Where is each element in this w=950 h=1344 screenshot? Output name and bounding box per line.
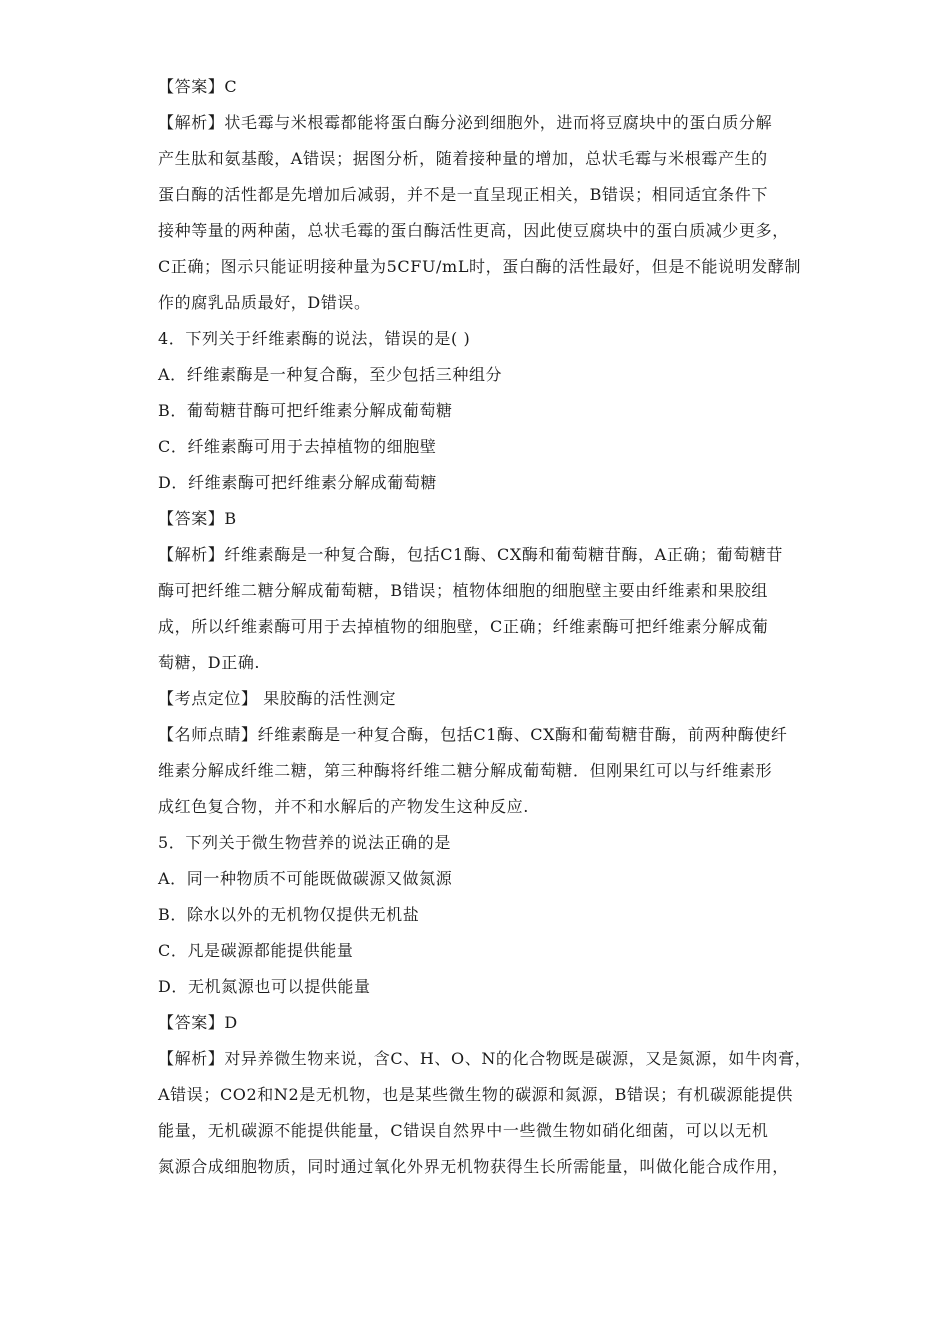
teacher-comment-line: 维素分解成纤维二糖，第三种酶将纤维二糖分解成葡萄糖．但刚果红可以与纤维素形 — [158, 761, 773, 780]
question-4-option-a: A．纤维素酶是一种复合酶，至少包括三种组分 — [158, 365, 503, 384]
analysis-line: 【解析】对异养微生物来说，含C、H、O、N的化合物既是碳源，又是氮源，如牛肉膏， — [158, 1049, 812, 1068]
analysis-line: 接种等量的两种菌，总状毛霉的蛋白酶活性更高，因此使豆腐块中的蛋白质减少更多， — [158, 221, 789, 240]
analysis-line: C正确；图示只能证明接种量为5CFU/mL时，蛋白酶的活性最好，但是不能说明发酵制 — [158, 257, 802, 276]
analysis-line: 产生肽和氨基酸，A错误；据图分析，随着接种量的增加，总状毛霉与米根霉产生的 — [158, 149, 768, 168]
analysis-line: A错误；CO2和N2是无机物，也是某些微生物的碳源和氮源，B错误；有机碳源能提供 — [158, 1085, 794, 1104]
analysis-line: 酶可把纤维二糖分解成葡萄糖，B错误；植物体细胞的细胞壁主要由纤维素和果胶组 — [158, 581, 768, 600]
question-5: 5．下列关于微生物营养的说法正确的是 — [158, 833, 451, 852]
analysis-line: 【解析】状毛霉与米根霉都能将蛋白酶分泌到细胞外，进而将豆腐块中的蛋白质分解 — [158, 113, 773, 132]
analysis-line: 作的腐乳品质最好，D错误。 — [158, 293, 371, 312]
analysis-line: 氮源合成细胞物质，同时通过氧化外界无机物获得生长所需能量，叫做化能合成作用， — [158, 1157, 789, 1176]
question-4: 4．下列关于纤维素酶的说法，错误的是( ) — [158, 329, 471, 348]
teacher-comment-line: 【名师点睛】纤维素酶是一种复合酶，包括C1酶、CX酶和葡萄糖苷酶，前两种酶使纤 — [158, 725, 788, 744]
question-4-option-c: C．纤维素酶可用于去掉植物的细胞壁 — [158, 437, 437, 456]
analysis-line: 【解析】纤维素酶是一种复合酶，包括C1酶、CX酶和葡萄糖苷酶，A正确；葡萄糖苷 — [158, 545, 784, 564]
question-4-option-d: D．纤维素酶可把纤维素分解成葡萄糖 — [158, 473, 438, 492]
teacher-comment-line: 成红色复合物，并不和水解后的产物发生这种反应. — [158, 797, 529, 816]
analysis-line: 萄糖，D正确. — [158, 653, 261, 672]
question-4-option-b: B．葡萄糖苷酶可把纤维素分解成葡萄糖 — [158, 401, 453, 420]
answer-line: 【答案】C — [158, 77, 238, 96]
question-5-option-b: B．除水以外的无机物仅提供无机盐 — [158, 905, 420, 924]
analysis-line: 成，所以纤维素酶可用于去掉植物的细胞壁，C正确；纤维素酶可把纤维素分解成葡 — [158, 617, 769, 636]
key-point-line: 【考点定位】 果胶酶的活性测定 — [158, 689, 397, 708]
answer-line: 【答案】B — [158, 509, 237, 528]
question-5-option-a: A．同一种物质不可能既做碳源又做氮源 — [158, 869, 453, 888]
answer-line: 【答案】D — [158, 1013, 238, 1032]
question-5-option-d: D．无机氮源也可以提供能量 — [158, 977, 371, 996]
analysis-line: 蛋白酶的活性都是先增加后减弱，并不是一直呈现正相关，B错误；相同适宜条件下 — [158, 185, 768, 204]
question-5-option-c: C．凡是碳源都能提供能量 — [158, 941, 354, 960]
analysis-line: 能量，无机碳源不能提供能量，C错误自然界中一些微生物如硝化细菌，可以以无机 — [158, 1121, 769, 1140]
